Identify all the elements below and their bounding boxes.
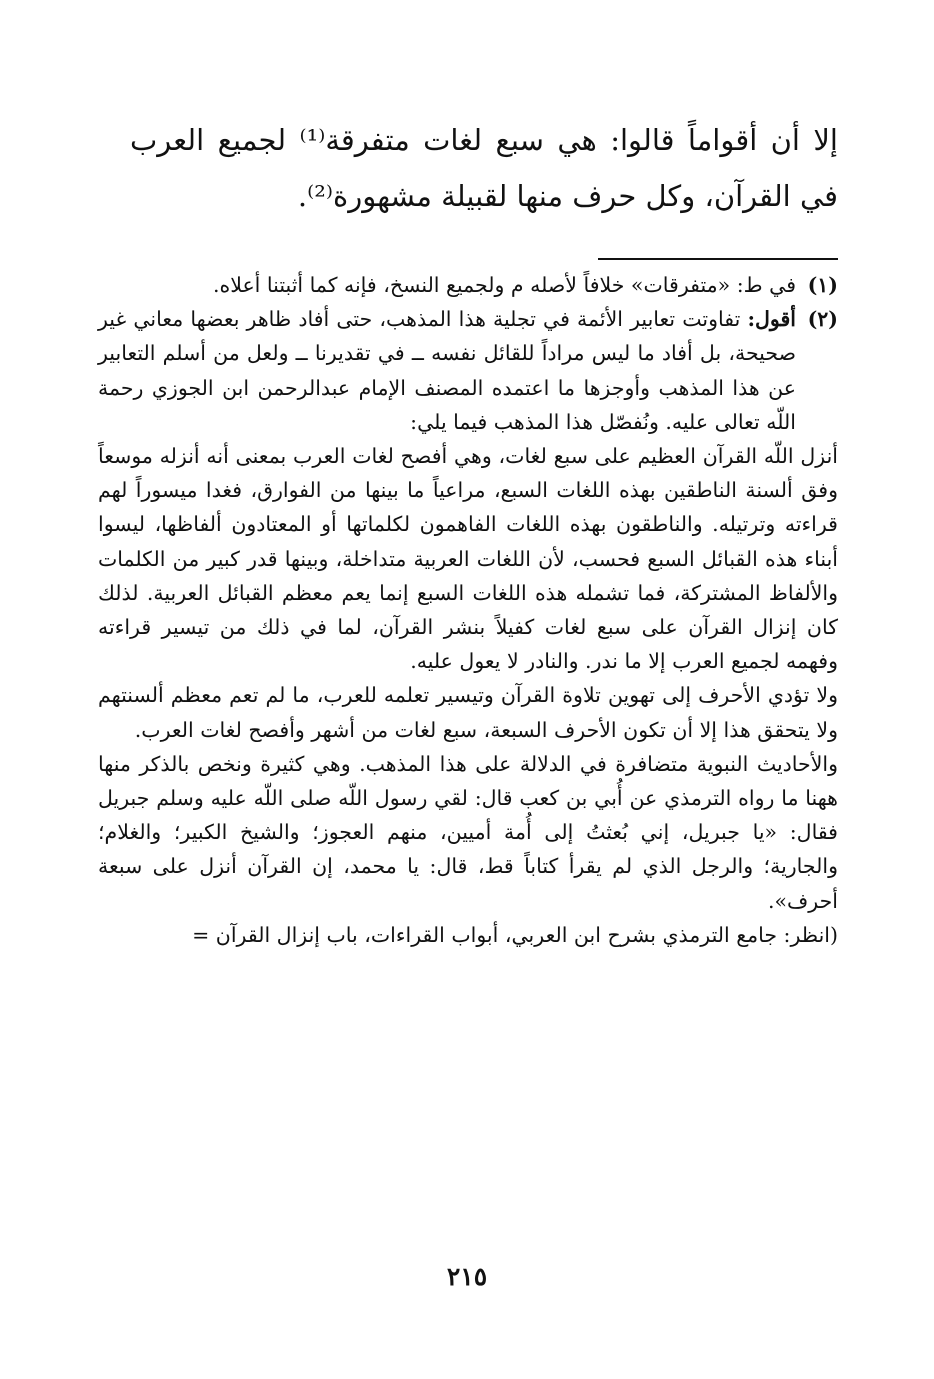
footnote-2-paragraph-3: والأحاديث النبوية متضافرة في الدلالة على هذا المذهب. وهي كثيرة ونخص بالذكر منها ههنا ما رواه الترمذي عن أُبي بن كعب قال: لقي رسول اللّه صلى اللّه عليه وسلم جبريل فقال: «يا جبريل، إني بُعثتُ إلى أُمة أميين، منهم العجوز؛ والشيخ الكبير؛ والغلام؛ والجارية؛ والرجل الذي لم يقرأ كتاباً قط، قال: يا محمد، إن القرآن أنزل على سبعة أحرف». — [98, 751, 838, 913]
footnote-2 — [98, 302, 838, 439]
footnote-divider — [598, 258, 838, 260]
main-paragraph: إلا أن أقواماً قالوا: هي سبع لغات متفرقة⁽¹⁾ لجميع العرب في القرآن، وكل حرف منها لقبيلة مشهورة⁽²⁾. — [130, 123, 838, 213]
footnote-2-continuation: (انظر: جامع الترمذي بشرح ابن العربي، أبواب القراءات، باب إنزال القرآن = — [192, 922, 838, 947]
footnote-1-text: في ط: «متفرقات» خلافاً لأصله م ولجميع النسخ، فإنه كما أثبتنا أعلاه. — [212, 273, 796, 297]
footnote-1-number: (١) — [807, 273, 838, 297]
footnote-2-paragraph-2: ولا تؤدي الأحرف إلى تهوين تلاوة القرآن وتيسير تعلمه للعرب، ما لم تعم معظم ألسنتهم ولا يتحقق هذا إلا أن تكون الأحرف السبعة، سبع لغات من أشهر وأفصح لغات العرب. — [98, 683, 838, 742]
page-number: ٢١٥ — [446, 1262, 488, 1291]
footnotes-block — [98, 268, 838, 952]
footnote-2-paragraph-1: أنزل اللّه القرآن العظيم على سبع لغات، وهي أفصح لغات العرب بمعنى أنه أنزله موسعاً وفق ألسنة الناطقين بهذه اللغات السبع، مراعياً ما بينها من الفوارق، فغدا ميسوراً لهم قراءته وترتيله. والناطقون بهذه اللغات الفاهمون لكلماتها أو المعتادون ألفاظها، ليسوا أبناء هذه القبائل السبع فحسب، لأن اللغات العربية متداخلة، وبينها قدر كبير من الكلمات والألفاظ المشتركة، فما تشمله هذه اللغات السبع إنما يعم معظم القبائل العربية. لذلك كان إنزال القرآن على سبع لغات كفيلاً بنشر القرآن، لما في ذلك من تيسير قراءته وفهمه لجميع العرب إلا ما ندر. والنادر لا يعول عليه. — [98, 444, 838, 674]
main-text-block — [130, 112, 838, 224]
footnote-2-intro-text: تفاوتت تعابير الأئمة في تجلية هذا المذهب، حتى أفاد ظاهر بعضها معاني غير صحيحة، بل أفاد ما ليس مراداً للقائل نفسه ــ في تقديرنا ــ ولعل من أسلم التعابير عن هذا المذهب وأوجزها ما اعتمده المصنف الإمام عبدالرحمن ابن الجوزي رحمة اللّه تعالى عليه. ونُفصّل هذا المذهب فيما يلي: — [98, 307, 796, 434]
footnote-2-number: (٢) — [807, 307, 838, 332]
footnote-1 — [98, 268, 838, 302]
footnote-2-intro — [98, 302, 796, 439]
footnote-2-lead: أقول: — [747, 307, 796, 332]
